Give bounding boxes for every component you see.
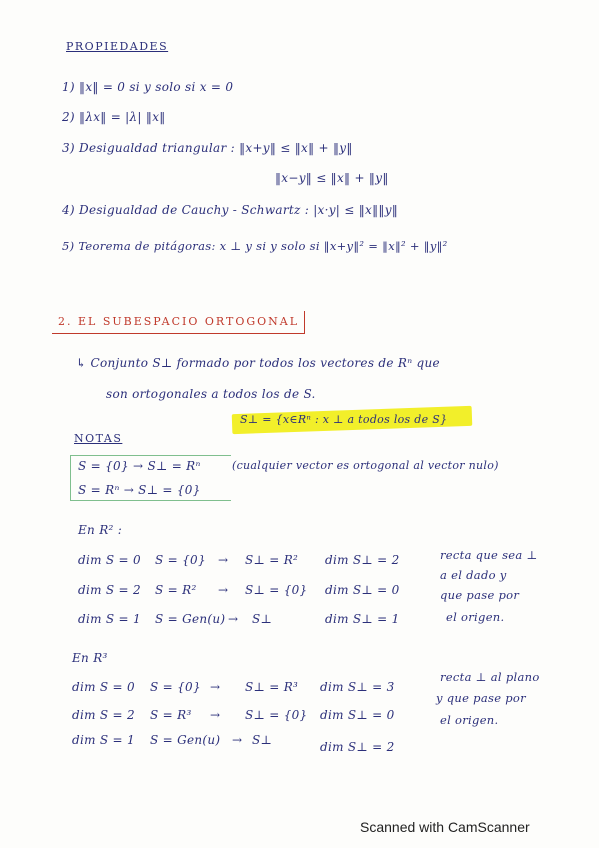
- r2-row-2-s: S = R²: [155, 583, 197, 597]
- camscanner-watermark: Scanned with CamScanner: [360, 819, 530, 835]
- r3-row-1-dim: dim S = 0: [72, 680, 135, 694]
- note-1-comment: (cualquier vector es ortogonal al vector nulo): [232, 459, 499, 472]
- section-title: 2. EL SUBESPACIO ORTOGONAL: [58, 315, 300, 328]
- r2-comment-2: a el dado y: [440, 568, 507, 582]
- r2-row-1-dimperp: dim S⊥ = 2: [325, 553, 400, 567]
- r2-row-3-perp: S⊥: [252, 612, 273, 626]
- r2-row-1-dim: dim S = 0: [78, 553, 141, 567]
- notes-label: NOTAS: [74, 432, 123, 445]
- r3-row-2-dim: dim S = 2: [72, 708, 135, 722]
- r2-label: En R² :: [78, 523, 123, 537]
- r3-row-2-perp: S⊥ = {0}: [245, 708, 308, 722]
- r2-row-2-arrow: →: [218, 583, 229, 597]
- r2-row-2-dimperp: dim S⊥ = 0: [325, 583, 400, 597]
- r3-row-1-dimperp: dim S⊥ = 3: [320, 680, 395, 694]
- r3-row-3-dimperp: dim S⊥ = 2: [320, 740, 395, 754]
- r3-row-2-arrow: →: [210, 708, 221, 722]
- r2-row-2-perp: S⊥ = {0}: [245, 583, 308, 597]
- r2-row-2-dim: dim S = 2: [78, 583, 141, 597]
- r3-comment-2: y que pase por: [436, 691, 526, 705]
- properties-title: PROPIEDADES: [66, 40, 169, 53]
- r2-comment-4: el origen.: [446, 610, 505, 624]
- intro-line-2: son ortogonales a todos los de S.: [106, 387, 316, 401]
- r2-row-1-s: S = {0}: [155, 553, 206, 567]
- r3-comment-3: el origen.: [440, 713, 499, 727]
- r3-row-3-arrow: →: [232, 733, 243, 747]
- r3-row-1-s: S = {0}: [150, 680, 201, 694]
- r2-row-3-dimperp: dim S⊥ = 1: [325, 612, 400, 626]
- r3-row-1-perp: S⊥ = R³: [245, 680, 299, 694]
- r3-label: En R³: [72, 651, 108, 665]
- property-5: 5) Teorema de pitágoras: x ⊥ y si y solo si ‖x+y‖² = ‖x‖² + ‖y‖²: [62, 239, 448, 253]
- intro-line-1: ↳ Conjunto S⊥ formado por todos los vectores de Rⁿ que: [76, 356, 440, 370]
- property-3b: ‖x−y‖ ≤ ‖x‖ + ‖y‖: [275, 171, 389, 185]
- r3-row-2-s: S = R³: [150, 708, 192, 722]
- r2-row-3-dim: dim S = 1: [78, 612, 141, 626]
- r2-row-3-s: S = Gen(u): [155, 612, 226, 626]
- r3-row-3-dim: dim S = 1: [72, 733, 135, 747]
- r2-row-1-arrow: →: [218, 553, 229, 567]
- r3-row-1-arrow: →: [210, 680, 221, 694]
- note-1: S = {0} → S⊥ = Rⁿ: [78, 459, 201, 473]
- r2-row-1-perp: S⊥ = R²: [245, 553, 299, 567]
- r3-row-3-s: S = Gen(u): [150, 733, 221, 747]
- property-4: 4) Desigualdad de Cauchy - Schwartz : |x·y| ≤ ‖x‖‖y‖: [62, 203, 399, 217]
- r2-comment-3: que pase por: [440, 588, 520, 602]
- note-2: S = Rⁿ → S⊥ = {0}: [78, 483, 201, 497]
- definition: S⊥ = {x∈Rⁿ : x ⊥ a todos los de S}: [240, 413, 448, 426]
- r3-row-2-dimperp: dim S⊥ = 0: [320, 708, 395, 722]
- r3-row-3-perp: S⊥: [252, 733, 273, 747]
- r3-comment-1: recta ⊥ al plano: [440, 670, 540, 684]
- property-3: 3) Desigualdad triangular : ‖x+y‖ ≤ ‖x‖ + ‖y‖: [62, 141, 353, 155]
- property-1: 1) ‖x‖ = 0 si y solo si x = 0: [62, 80, 234, 94]
- property-2: 2) ‖λx‖ = |λ| ‖x‖: [62, 110, 166, 124]
- r2-row-3-arrow: →: [228, 612, 239, 626]
- r2-comment-1: recta que sea ⊥: [440, 548, 538, 562]
